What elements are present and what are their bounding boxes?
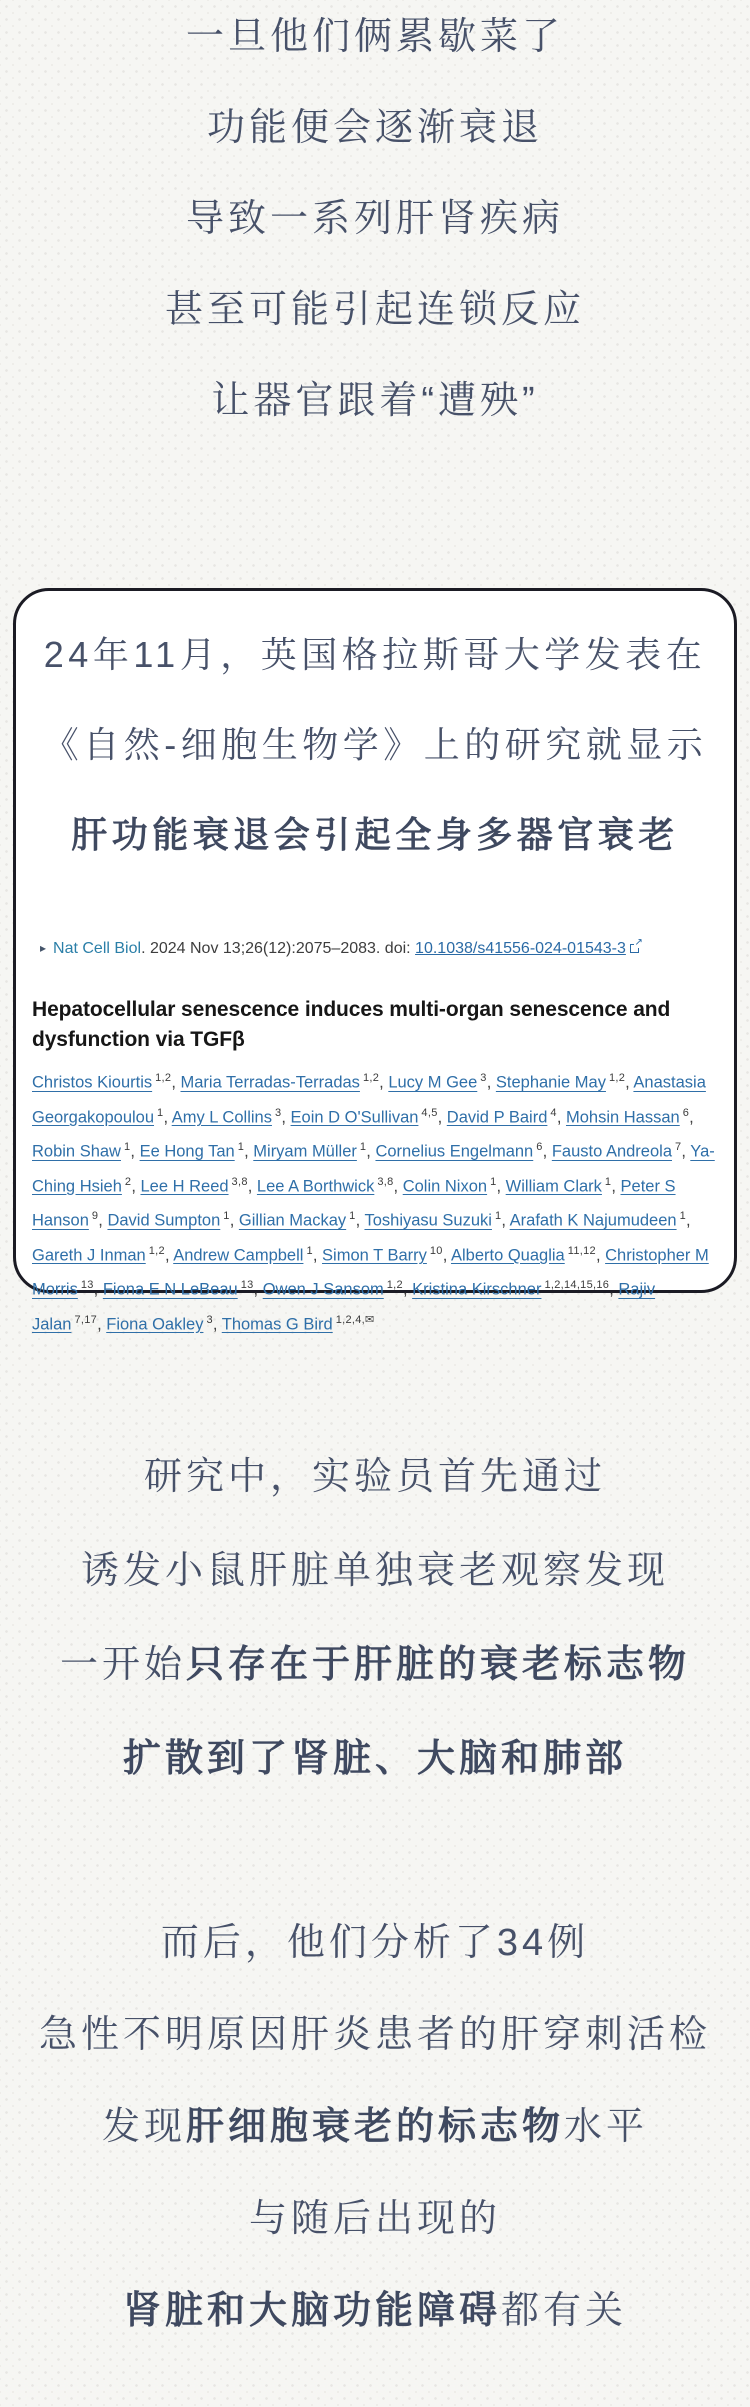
author-affiliation-superscript: 1 — [223, 1210, 230, 1222]
text-line — [0, 83, 750, 174]
author-link[interactable]: Ee Hong Tan — [139, 1142, 235, 1161]
author-link[interactable]: Alberto Quaglia — [450, 1246, 565, 1264]
author-affiliation-superscript: 1,2 — [155, 1072, 172, 1084]
author-affiliation-superscript: 3,8 — [231, 1175, 248, 1188]
text-segment: 让器官跟着“遭殃” — [211, 380, 539, 422]
author-affiliation-superscript: 1 — [679, 1210, 686, 1222]
author-separator: , — [442, 1246, 451, 1264]
author-affiliation-superscript: 3 — [274, 1106, 282, 1119]
card-text-block — [16, 610, 734, 880]
text-segment: 扩散到了肾脏、大脑和肺部 — [122, 1738, 627, 1780]
text-segment: 水平 — [564, 2106, 649, 2148]
author-link[interactable]: William Clark — [505, 1177, 602, 1195]
author-separator: , — [244, 1142, 254, 1161]
author-affiliation-superscript: 4,5 — [421, 1106, 438, 1119]
text-segment: 肝细胞衰老的标志物 — [185, 2106, 564, 2148]
text-line — [0, 1430, 750, 1524]
author-affiliation-superscript: 1,2 — [362, 1072, 380, 1084]
doi-link[interactable]: 10.1038/s41556-024-01543-3 — [415, 940, 626, 957]
author-affiliation-superscript: 1,2,4,✉ — [335, 1313, 375, 1326]
author-link[interactable]: Maria Terradas-Terradas — [180, 1073, 360, 1092]
text-line — [16, 700, 734, 790]
author-affiliation-superscript: 13 — [240, 1279, 254, 1291]
author-affiliation-superscript: 1 — [157, 1106, 164, 1119]
text-segment: 发现 — [101, 2106, 186, 2148]
author-separator: , — [366, 1142, 376, 1161]
author-separator: , — [689, 1108, 694, 1126]
text-segment: 而后，他们分析了34例 — [160, 1922, 590, 1964]
text-line — [0, 1618, 750, 1712]
text-segment: 研究中，实验员首先通过 — [143, 1456, 606, 1498]
author-separator: , — [501, 1211, 510, 1230]
author-link[interactable]: Fausto Andreola — [551, 1142, 672, 1161]
author-affiliation-superscript: 1 — [490, 1175, 497, 1188]
text-line — [0, 2173, 750, 2265]
author-separator: , — [212, 1315, 222, 1333]
author-separator: , — [281, 1108, 291, 1126]
text-segment: 肾脏和大脑功能障碍 — [122, 2290, 501, 2332]
text-line — [0, 1712, 750, 1806]
text-segment: 与随后出现的 — [248, 2198, 501, 2240]
author-affiliation-superscript: 1,2 — [148, 1244, 165, 1257]
author-link[interactable]: Lee H Reed — [140, 1177, 229, 1195]
author-separator: , — [98, 1211, 108, 1230]
text-segment: 功能便会逐渐衰退 — [206, 107, 543, 149]
text-line — [0, 0, 750, 83]
author-separator: , — [164, 1246, 174, 1264]
author-affiliation-superscript: 7,17 — [74, 1313, 98, 1326]
author-link[interactable]: Cornelius Engelmann — [375, 1142, 534, 1161]
author-separator: , — [686, 1211, 691, 1230]
text-segment: 肝功能衰退会引起全身多器官衰老 — [71, 814, 679, 855]
author-link[interactable]: Toshiyasu Suzuki — [364, 1211, 492, 1230]
author-affiliation-superscript: 2 — [124, 1175, 132, 1188]
author-affiliation-superscript: 13 — [80, 1279, 94, 1291]
author-link[interactable]: Fiona E N LeBeau — [102, 1280, 238, 1299]
author-link[interactable]: Amy L Collins — [171, 1108, 272, 1126]
author-separator: , — [312, 1246, 323, 1264]
author-separator: , — [355, 1211, 365, 1230]
author-affiliation-superscript: 1 — [494, 1210, 502, 1222]
author-link[interactable]: Kristina Kirschner — [412, 1280, 542, 1299]
text-line — [0, 1524, 750, 1618]
author-link[interactable]: Miryam Müller — [253, 1142, 357, 1161]
author-link[interactable]: Lucy M Gee — [388, 1073, 478, 1092]
text-line — [16, 790, 734, 880]
author-link[interactable]: Rajiv Jalan — [32, 1280, 656, 1333]
paper-title: Hepatocellular senescence induces multi-organ senescence and dysfunction via TGFβ — [32, 998, 671, 1051]
text-segment: 一旦他们俩累歇菜了 — [185, 16, 564, 58]
author-link[interactable]: Andrew Campbell — [173, 1246, 304, 1264]
text-segment: 《自然-细胞生物学》上的研究就显示 — [42, 724, 708, 765]
author-separator: , — [229, 1211, 239, 1230]
author-affiliation-superscript: 6 — [682, 1106, 690, 1119]
text-segment: 甚至可能引起连锁反应 — [164, 289, 585, 331]
author-link[interactable]: Gareth J Inman — [32, 1246, 146, 1264]
text-line — [0, 1989, 750, 2081]
author-link[interactable]: Colin Nixon — [402, 1177, 488, 1195]
author-separator: , — [163, 1108, 172, 1126]
text-segment: 急性不明原因肝炎患者的肝穿刺活检 — [38, 2014, 711, 2056]
journal-link[interactable]: Nat Cell Biol — [53, 940, 142, 957]
author-link[interactable]: Ya-Ching Hsieh — [32, 1142, 715, 1195]
author-link[interactable]: Simon T Barry — [322, 1246, 427, 1264]
author-link[interactable]: Gillian Mackay — [238, 1211, 347, 1230]
author-separator: , — [131, 1177, 141, 1195]
author-affiliation-superscript: 9 — [91, 1210, 99, 1222]
citation-text: . 2024 Nov 13;26(12):2075–2083. doi: — [141, 940, 416, 957]
text-line — [0, 356, 750, 447]
author-link[interactable]: Anastasia Georgakopoulou — [32, 1073, 706, 1126]
author-link[interactable]: Fiona Oakley — [106, 1315, 204, 1333]
text-segment: 都有关 — [501, 2290, 628, 2332]
text-segment: 诱发小鼠肝脏单独衰老观察发现 — [80, 1550, 669, 1592]
author-affiliation-superscript: 3 — [206, 1313, 213, 1326]
author-affiliation-superscript: 1,2 — [608, 1072, 626, 1084]
author-affiliation-superscript: 1 — [123, 1141, 131, 1153]
author-separator: , — [625, 1073, 634, 1092]
author-separator: , — [247, 1177, 257, 1195]
bottom-text-block — [0, 1897, 750, 2357]
author-link[interactable]: Thomas G Bird — [221, 1315, 333, 1333]
author-separator: , — [611, 1177, 621, 1195]
author-link[interactable]: Christos Kiourtis — [32, 1073, 153, 1092]
author-affiliation-superscript: 11,12 — [567, 1244, 596, 1257]
author-separator: , — [171, 1073, 181, 1092]
author-affiliation-superscript: 10 — [429, 1244, 443, 1257]
author-affiliation-superscript: 1,2 — [386, 1279, 403, 1291]
author-separator: , — [496, 1177, 506, 1195]
text-segment: 24年11月，英国格拉斯哥大学发表在 — [43, 634, 707, 675]
text-line — [0, 2081, 750, 2173]
mid-text-block — [0, 1430, 750, 1806]
author-separator: , — [253, 1280, 263, 1299]
author-affiliation-superscript: 1 — [604, 1175, 612, 1188]
text-line — [0, 174, 750, 265]
author-link[interactable]: Owen J Sansom — [262, 1280, 384, 1299]
author-affiliation-superscript: 1,2,14,15,16 — [544, 1279, 610, 1291]
author-affiliation-superscript: 1 — [359, 1141, 367, 1153]
pubmed-citation-line — [40, 936, 720, 961]
author-separator: , — [486, 1073, 496, 1092]
author-separator: , — [130, 1142, 140, 1161]
author-link[interactable]: Arafath K Najumudeen — [509, 1211, 677, 1230]
text-segment: 一开始 — [59, 1644, 186, 1686]
author-affiliation-superscript: 3 — [480, 1072, 487, 1084]
author-separator: , — [97, 1315, 107, 1333]
text-line — [16, 610, 734, 700]
author-affiliation-superscript: 3,8 — [377, 1175, 394, 1188]
author-link[interactable]: David Sumpton — [107, 1211, 221, 1230]
author-link[interactable]: Robin Shaw — [32, 1142, 121, 1161]
author-separator: , — [542, 1142, 552, 1161]
author-affiliation-superscript: 6 — [536, 1141, 543, 1153]
author-affiliation-superscript: 7 — [675, 1141, 682, 1153]
author-link[interactable]: Lee A Borthwick — [256, 1177, 375, 1195]
author-link[interactable]: Mohsin Hassan — [565, 1108, 680, 1126]
author-affiliation-superscript: 1 — [237, 1141, 245, 1153]
text-segment: 导致一系列肝肾疾病 — [185, 198, 564, 240]
author-separator: , — [556, 1108, 566, 1126]
text-line — [0, 2265, 750, 2357]
author-separator: , — [379, 1073, 389, 1092]
author-separator: , — [437, 1108, 447, 1126]
author-link[interactable]: Christopher M Morris — [32, 1246, 709, 1299]
text-line — [0, 265, 750, 356]
author-link[interactable]: Peter S Hanson — [32, 1177, 676, 1230]
author-separator: , — [595, 1246, 606, 1264]
intro-text-block — [0, 0, 750, 447]
text-segment: 只存在于肝脏的衰老标志物 — [186, 1644, 691, 1686]
author-affiliation-superscript: 1 — [349, 1210, 356, 1222]
research-card — [13, 588, 737, 1333]
author-link[interactable]: Eoin D O'Sullivan — [290, 1108, 419, 1126]
author-affiliation-superscript: 1 — [306, 1244, 313, 1257]
author-separator: , — [402, 1280, 413, 1299]
author-link[interactable]: David P Baird — [446, 1108, 548, 1126]
author-list — [32, 1063, 720, 1339]
triangle-bullet-icon: ▸ — [40, 941, 47, 955]
author-separator: , — [393, 1177, 403, 1195]
author-separator: , — [93, 1280, 103, 1299]
author-separator: , — [609, 1280, 619, 1299]
author-affiliation-superscript: 4 — [550, 1106, 557, 1119]
text-line — [0, 1897, 750, 1989]
author-link[interactable]: Stephanie May — [495, 1073, 606, 1092]
author-separator: , — [681, 1142, 691, 1161]
external-link-icon: ↗ — [630, 942, 641, 953]
